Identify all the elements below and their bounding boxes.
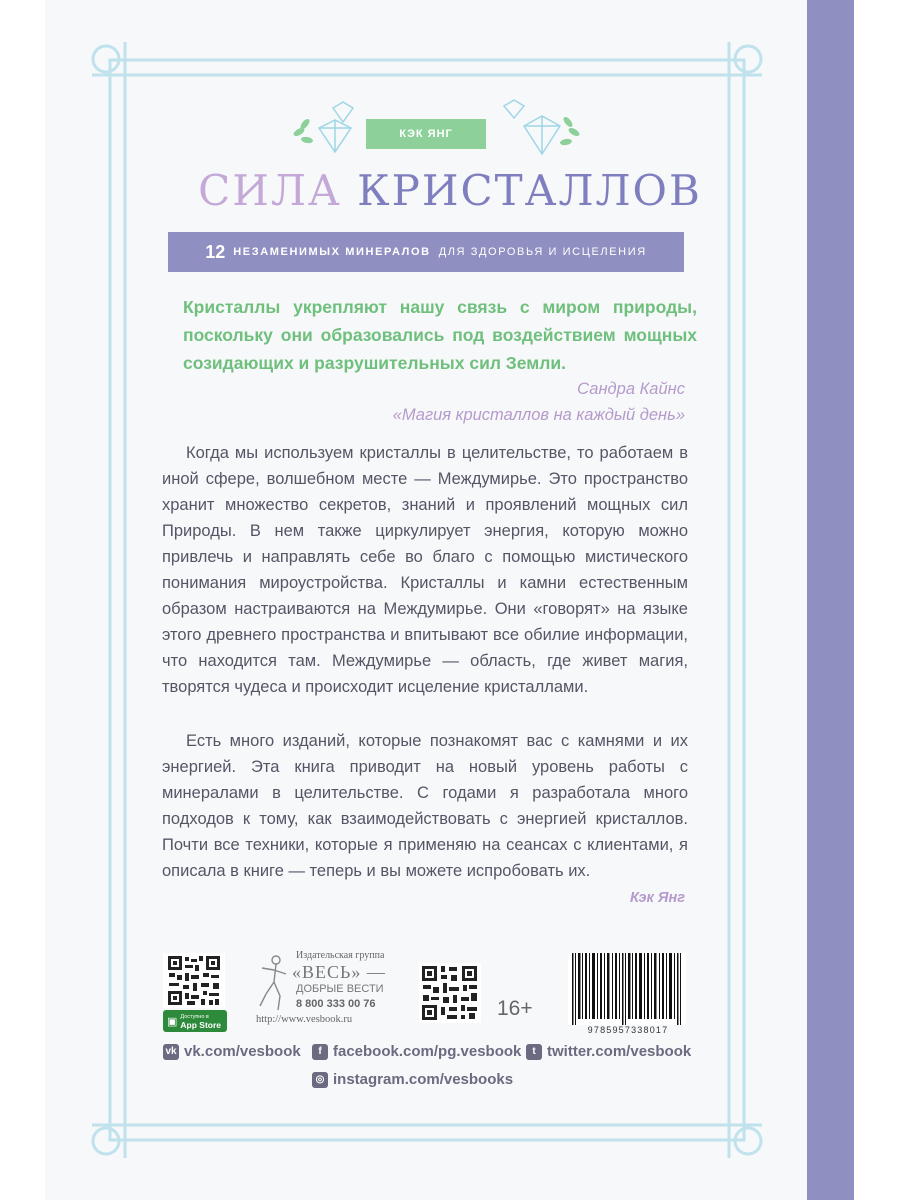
title-word-1: СИЛА	[198, 166, 342, 215]
publisher-phone: 8 800 333 00 76	[296, 998, 376, 1010]
book-title	[0, 166, 900, 215]
publisher-line: Издательская группа	[296, 950, 385, 961]
isbn-number: 9785957338017	[587, 1025, 669, 1035]
age-rating: 16+	[497, 997, 533, 1020]
instagram-link-text: instagram.com/vesbooks	[333, 1071, 514, 1088]
subtitle-banner	[168, 232, 684, 272]
facebook-icon: f	[312, 1044, 328, 1060]
instagram-icon: ◎	[312, 1072, 328, 1088]
social-link-vk[interactable]	[163, 1043, 301, 1060]
epigraph-quote: Кристаллы укрепляют нашу связь с миром природы, поскольку они образовались под воздействием мощных созидающих и разрушительных сил Земли.	[183, 297, 697, 373]
appstore-label: App Store	[180, 1020, 222, 1030]
qr-code-icon[interactable]	[419, 963, 481, 1023]
paragraph: Когда мы используем кристаллы в целительстве, то работаем в иной сфере, волшебном месте — Междумирье. Это пространство хранит множество секретов, знаний и проявлений мощных сил Природы. В нем также циркулирует энергия, которую можно привлечь и направлять себе во благо с помощью мистического понимания мироустройства. Кристаллы и камни естественным образом настраиваются на Междумирье. Они «говорят» на языке этого древнего пространства и впитывают все обилие информации, что находится там. Междумирье — область, где живет магия, творятся чудеса и происходит исцеление кристаллами.	[162, 444, 688, 696]
vk-link-text: vk.com/vesbook	[184, 1043, 301, 1060]
subtitle-number: 12	[205, 241, 226, 262]
barcode-icon	[568, 953, 686, 1025]
quote-source: «Магия кристаллов на каждый день»	[392, 406, 685, 424]
paragraph: Есть много изданий, которые познакомят вас с камнями и их энергией. Эта книга приводит на новый уровень работы с минералами в целительстве. С годами я разработала много подходов к тому, как взаимодействовать с энергией кристаллов. Почти все техники, которые я применяю на сеансах с клиентами, я описала в книге — теперь и вы можете испробовать их.	[162, 732, 688, 880]
publisher-subname: ДОБРЫЕ ВЕСТИ	[296, 983, 384, 995]
author-badge: КЭК ЯНГ	[366, 119, 486, 149]
app-store-badge[interactable]	[163, 1010, 227, 1032]
quote-author: Сандра Кайнс	[577, 380, 685, 398]
crystal-icon	[500, 98, 610, 160]
author-signature: Кэк Янг	[630, 890, 685, 906]
facebook-link-text: facebook.com/pg.vesbook	[333, 1043, 522, 1060]
qr-code-icon[interactable]	[163, 953, 225, 1008]
publisher-block	[256, 950, 416, 1030]
publisher-url[interactable]: http://www.vesbook.ru	[256, 1014, 353, 1025]
social-link-instagram[interactable]	[312, 1071, 513, 1088]
publisher-logo-icon	[256, 954, 290, 1012]
publisher-name: «ВЕСЬ» —	[292, 962, 386, 982]
twitter-icon: t	[526, 1044, 542, 1060]
apple-icon: ▣	[167, 1015, 178, 1028]
subtitle-bold: НЕЗАМЕНИМЫХ МИНЕРАЛОВ	[233, 246, 431, 258]
social-link-twitter[interactable]	[526, 1043, 691, 1060]
subtitle-rest: ДЛЯ ЗДОРОВЬЯ И ИСЦЕЛЕНИЯ	[438, 246, 647, 258]
vk-icon: vk	[163, 1044, 179, 1060]
title-word-2: КРИСТАЛЛОВ	[357, 166, 702, 215]
appstore-small-label: Доступно в	[180, 1014, 209, 1020]
social-link-facebook[interactable]	[312, 1043, 521, 1060]
twitter-link-text: twitter.com/vesbook	[547, 1043, 692, 1060]
